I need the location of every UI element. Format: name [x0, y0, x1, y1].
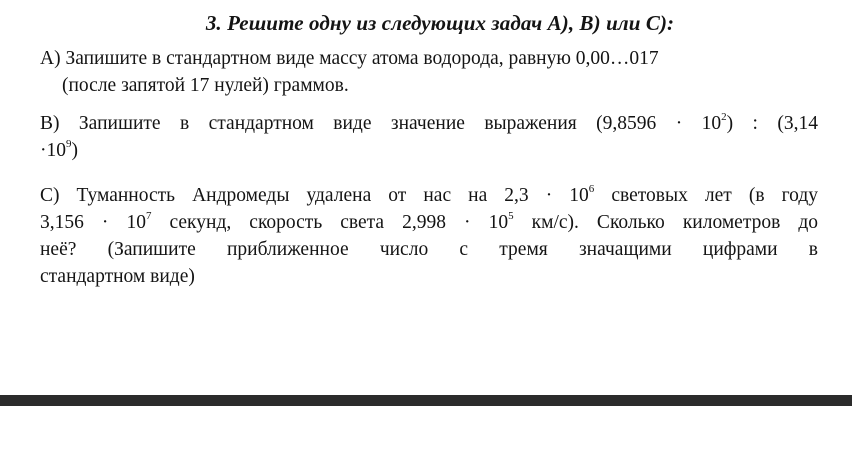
task-a-line2: (после запятой 17 нулей) граммов. [62, 75, 349, 96]
task-c-line1 [40, 182, 818, 209]
task-b-text1: В) Запишите в стандартном виде значение выражения (9,8596 · 10 [40, 113, 722, 134]
task-c-part5: км/с). Сколько километров до [513, 212, 819, 233]
task-c-exponent-2: 7 [145, 210, 152, 222]
task-b [40, 110, 818, 164]
task-heading: 3. Решите одну из следующих задач А), В) или С): [205, 11, 675, 35]
task-a-line1: А) Запишите в стандартном виде массу атома водорода, равную 0,00…017 [40, 48, 659, 69]
task-b-exponent-1: 2 [721, 111, 727, 123]
task-b-exponent-2: 9 [66, 138, 72, 150]
task-c-exponent-3: 5 [508, 210, 514, 222]
task-c [40, 182, 818, 290]
task-c-part1: С) Туманность Андромеды удалена от нас на 2,3 · 10 [40, 185, 589, 206]
task-c-line2 [40, 209, 818, 236]
task-c-part4: секунд, скорость света 2,998 · 10 [151, 212, 509, 233]
task-c-part3: 3,156 · 10 [40, 212, 146, 233]
task-a [40, 45, 818, 99]
task-b-line1 [40, 110, 818, 137]
task-b-text4: ) [71, 140, 78, 161]
task-b-text2: ) : (3,14 [726, 113, 819, 134]
task-c-exponent-1: 6 [588, 183, 595, 195]
task-c-part2: световых лет (в году [594, 185, 818, 206]
bottom-divider-bar [0, 395, 852, 406]
task-c-line3: неё? (Запишите приближенное число с тремя значащими цифрами в [40, 239, 818, 260]
task-c-line4: стандартном виде) [40, 266, 195, 287]
task-b-text3: ·10 [40, 140, 66, 161]
task-b-line2 [40, 137, 818, 164]
